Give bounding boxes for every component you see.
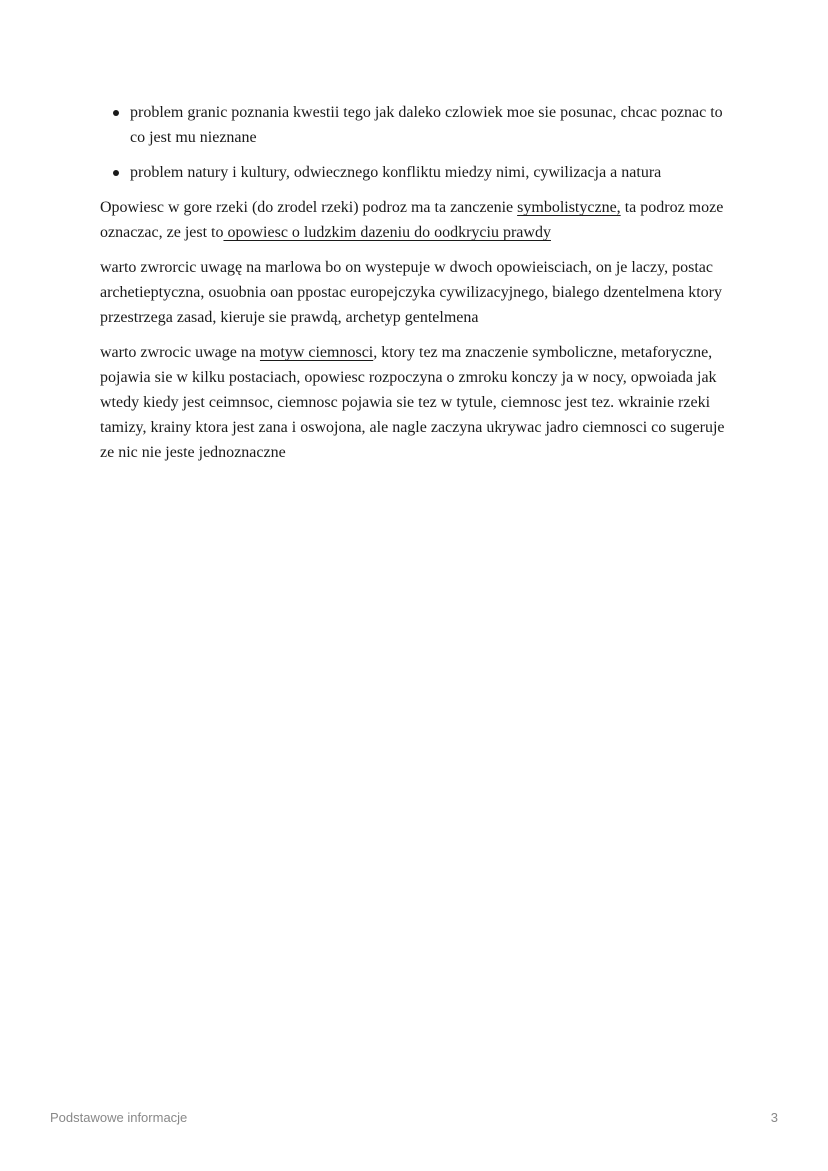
underlined-phrase-truth: opowiesc o ludzkim dazeniu do oodkryciu prawdy <box>223 224 551 241</box>
footer-page-number: 3 <box>770 1110 778 1125</box>
paragraph-text: warto zwrocic uwage na <box>100 344 260 361</box>
paragraph-marlow: warto zwrorcic uwagę na marlowa bo on wystepuje w dwoch opowieisciach, on je laczy, postac archetieptyczna, osuobnia oan ppostac europejczyka cywilizacyjnego, bialego dzentelmena ktory przestrzega zasad, kieruje sie prawdą, archetyp gentelmena <box>100 259 722 326</box>
underlined-phrase-symbolistyczne: symbolistyczne, <box>517 199 621 216</box>
paragraph-text: ta podroz moze oznaczac, ze jest to <box>100 199 724 241</box>
paragraph-journey <box>100 195 730 245</box>
paragraph-darkness <box>100 340 730 465</box>
bullet-item: problem natury i kultury, odwiecznego konfliktu miedzy nimi, cywilizacja a natura <box>130 160 730 185</box>
footer-section-title: Podstawowe informacje <box>50 1110 188 1125</box>
paragraph-text: Opowiesc w gore rzeki (do zrodel rzeki) podroz ma ta zanczenie <box>100 199 518 216</box>
underlined-phrase-darkness-motif: motyw ciemnosci <box>259 344 374 361</box>
bullet-item: problem granic poznania kwestii tego jak daleko czlowiek moe sie posunac, chcac poznac to co jest mu nieznane <box>130 100 730 150</box>
document-body <box>100 100 730 475</box>
bullet-list <box>100 100 730 185</box>
paragraph-text: , ktory tez ma znaczenie symboliczne, metaforyczne, pojawia sie w kilku postaciach, opowiesc rozpoczyna o zmroku konczy ja w nocy, opwoiada jak wtedy kiedy jest ceimnsoc, ciemnosc pojawia sie tez w tytule, ciemnosc jest tez. wkrainie rzeki tamizy, krainy ktora jest zana i oswojona, ale nagle zaczyna ukrywac jadro ciemnosci co sugeruje ze nic nie jeste jednoznaczne <box>100 344 725 461</box>
